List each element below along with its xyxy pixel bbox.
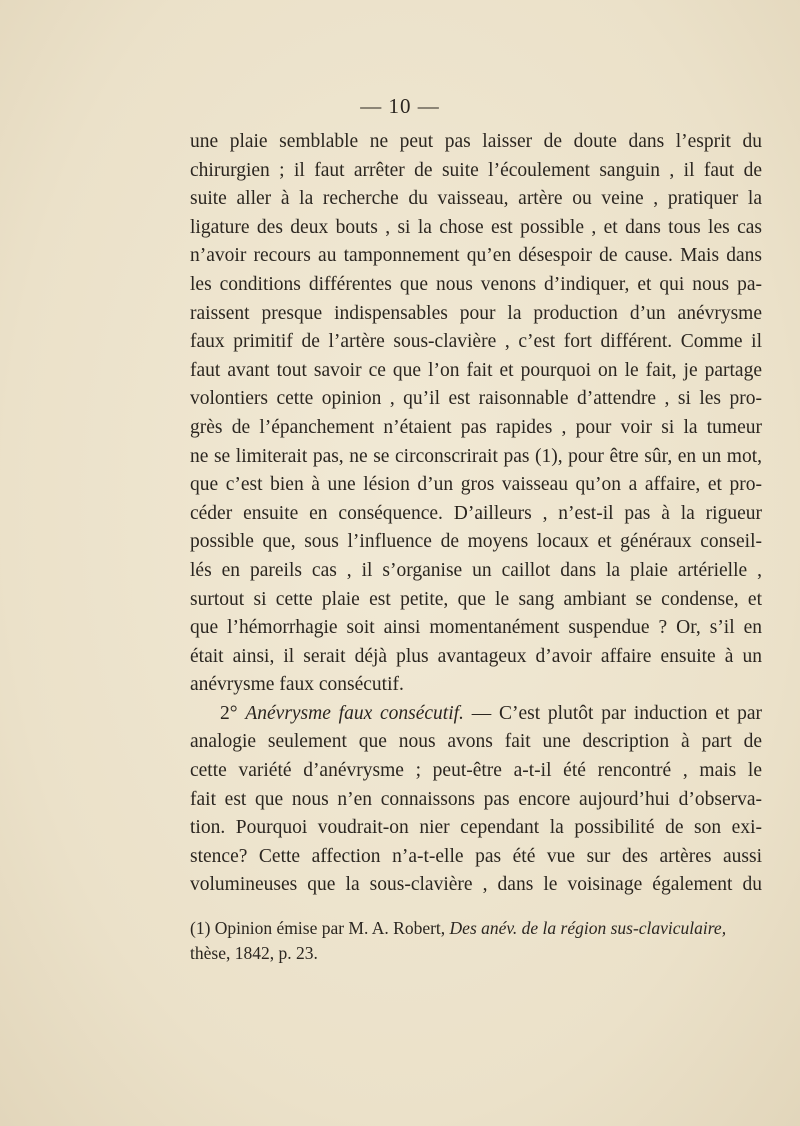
text-line: cette variété d’anévrysme ; peut-être a-t-il été rencontré , mais le [190,760,762,782]
section-heading-rest: — C’est plutôt par induction et par [471,702,763,724]
footnote [190,916,762,966]
text-line: possible que, sous l’influence de moyens locaux et généraux conseil- [190,531,762,553]
section-number: 2° [220,702,238,724]
text-line: lés en pareils cas , il s’organise un caillot dans la plaie artérielle , [190,559,762,581]
text-line: céder ensuite en conséquence. D’ailleurs , n’est-il pas à la rigueur [190,502,762,524]
text-line: fait est que nous n’en connaissons pas encore aujourd’hui d’observa- [190,788,762,810]
text-line: ne se limiterait pas, ne se circonscrirait pas (1), pour être sûr, en un mot, [190,445,762,467]
text-line: une plaie semblable ne peut pas laisser de doute dans l’esprit du [190,131,762,152]
text-line: tion. Pourquoi voudrait-on nier cependant la possibilité de son exi- [190,817,762,839]
section-title: Anévrysme faux consécutif. [245,702,464,724]
page-number: — 10 — [360,94,440,118]
text-line: faux primitif de l’artère sous-clavière , c’est fort différent. Comme il [190,331,762,353]
footnote-line: thèse, 1842, p. 23. [190,943,318,963]
section-heading-line [190,700,762,729]
footnote-line [190,916,762,941]
footnote-marker: (1) [190,918,211,938]
footnote-text: Opinion émise par M. A. Robert, [214,918,446,938]
text-line: que l’hémorrhagie soit ainsi momentanément suspendue ? Or, s’il en [190,617,762,639]
text-line: était ainsi, il serait déjà plus avantageux d’avoir affaire ensuite à un [190,645,762,667]
text-line: chirurgien ; il faut arrêter de suite l’écoulement sanguin , il faut de [190,159,762,181]
text-line: n’avoir recours au tamponnement qu’en désespoir de cause. Mais dans [190,245,762,267]
text-line: anévrysme faux consécutif. [190,674,404,696]
text-line: raissent presque indispensables pour la production d’un anévrysme [190,302,762,324]
text-line: analogie seulement que nous avons fait une description à part de [190,731,762,753]
text-line: faut avant tout savoir ce que l’on fait et pourquoi on le fait, je partage [190,359,762,381]
text-line: ligature des deux bouts , si la chose est possible , et dans tous les cas [190,216,762,238]
text-line: surtout si cette plaie est petite, que le sang ambiant se condense, et [190,588,762,610]
text-line: volontiers cette opinion , qu’il est raisonnable d’attendre , si les pro- [190,388,762,410]
text-line: les conditions différentes que nous venons d’indiquer, et qui nous pa- [190,273,762,295]
body-text [190,128,762,900]
text-line: suite aller à la recherche du vaisseau, artère ou veine , pratiquer la [190,188,762,210]
text-line: volumineuses que la sous-clavière , dans le voisinage également du [190,874,762,896]
text-line: stence? Cette affection n’a-t-elle pas été vue sur des artères aussi [190,845,762,867]
text-line: que c’est bien à une lésion d’un gros vaisseau qu’on a affaire, et pro- [190,474,762,496]
footnote-title: Des anév. de la région sus-claviculaire, [449,918,727,938]
text-line: grès de l’épanchement n’étaient pas rapides , pour voir si la tumeur [190,416,762,438]
